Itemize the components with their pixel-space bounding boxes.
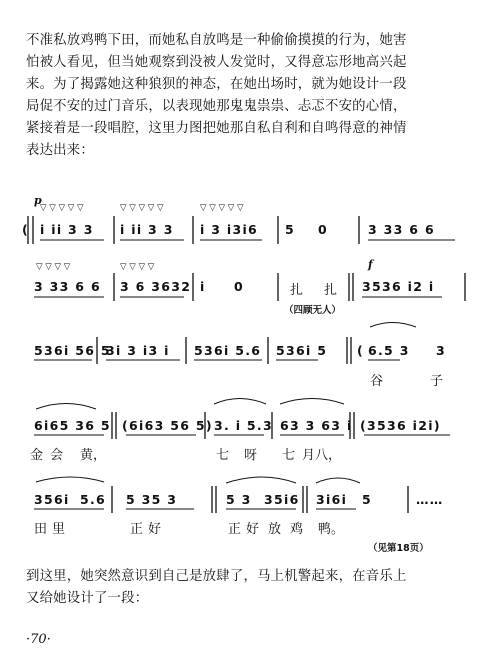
measure: 6i65 36 5 [34,418,111,433]
text-line: 不准私放鸡鸭下田，而她私自放鸣是一种偷偷摸摸的行为，她害 [26,33,407,48]
lyric: 正 [228,522,242,537]
measure: 536i 5 [276,343,328,358]
measure: 356i [34,492,70,507]
lyric: 鸭。 [318,522,345,537]
stage-direction: （四顾无人） [284,305,342,316]
dynamic-piano: p [34,194,42,207]
text-line: 局促不安的过门音乐，以表现她那鬼鬼祟祟、忐忑不安的心情， [26,99,407,114]
measure: 536i 56 5 [34,343,111,358]
text-line: 到这里，她突然意识到自己是放肆了，马上机警起来，在音乐上 [26,569,407,584]
measure: 5 3 [226,492,252,507]
page-number: ·70· [26,632,51,647]
measure: 5 35 3 [126,492,178,507]
lyric: 金 [30,448,44,463]
lyric: 谷 [370,374,384,389]
lyric: 子 [430,374,444,389]
measure: 3 33 6 6 [368,222,435,237]
lyric: 黄， [80,448,107,463]
continuation-dots: …… [416,492,444,507]
measure: 3 6 3632 [120,279,192,294]
measure: 3i 3 i3 i [106,343,170,358]
measure: 3 [436,343,446,358]
measure: i ii 3 3 [120,222,174,237]
measure: 0 [318,222,328,237]
measure: 6.5 3 [368,343,410,358]
lyric: 呀 [244,448,258,463]
measure: 3 33 6 6 [34,279,101,294]
lyric: 七 [216,448,230,463]
measure: 536i 5.6 [194,343,262,358]
measure: 3. i 5.3 [214,418,273,433]
lyric: 放 [268,522,282,537]
lyric: 月八， [302,448,342,463]
measure: 5.6 [80,492,107,507]
text-line: 怕被人看见，但当她观察到没被人发觉时，又得意忘形地高兴起 [26,55,407,70]
measure: i ii 3 3 [40,222,94,237]
measure: 35i6 [264,492,300,507]
lyric: 正 [130,522,144,537]
lyric: 七 [282,448,296,463]
lyric: 鸡 [290,522,304,537]
follow-paragraph [26,566,472,610]
measure: (3536 i2i) [360,418,441,433]
lyric: 田 [34,522,48,537]
lyric: 好 [148,522,162,537]
text-line: 紧接着是一段唱腔，这里力图把她那自私自利和自鸣得意的神情 [26,121,407,136]
lyric: 会 [50,448,64,463]
measure: 3536 i2 i [362,279,435,294]
measure: i [200,279,206,294]
text-line: 又给她设计了一段： [26,591,149,606]
cue-word: 扎 [324,283,338,298]
lyric: 好 [246,522,260,537]
music-score: p ▽ ▽ ▽ ▽ ▽ ▽ ▽ ▽ ▽ ▽ ▽ ▽ ▽ ▽ ▽ ( i ii 3 3 i ii 3 3 i 3 i3i6 5 0 3 33 6 6 ▽ ▽ ▽ ▽ ▽ ▽ ▽ ▽ f 3 33 6 6 3 6 3632 i 0 扎 扎 3536 i2 i （四顾无人） 536i 56 5 3i 3 i3 i 536i 5.6 536i 5 ( 6.5 3 3 谷 子 6i65 36 5 (6i63 56 5) 3. i 5.3 63 3 63 i (3536 i2i) 金 会 黄， 七 呀 七 月八， 356i 5.6 5 35 3 5 3 35i6 3i6i 5 …… 田 里 正 好 正 好 放 鸡 鸭。 （见第18页） [22,194,446,554]
measure: (6i63 56 5) [122,418,213,433]
measure: 5 [362,492,372,507]
measure: 3i6i [316,492,348,507]
text-line: 表达出来： [26,143,94,158]
measure: i 3 i3i6 [200,222,259,237]
measure: 0 [234,279,244,294]
dynamic-forte: f [368,258,373,271]
measure: 5 [285,222,295,237]
lyric: 里 [52,522,66,537]
text-line: 来。为了揭露她这种狼狈的神态，在她出场时，就为她设计一段 [26,77,407,92]
measure: 63 3 63 i [280,418,353,433]
cue-word: 扎 [290,283,304,298]
page-reference: （见第18页） [368,543,429,554]
